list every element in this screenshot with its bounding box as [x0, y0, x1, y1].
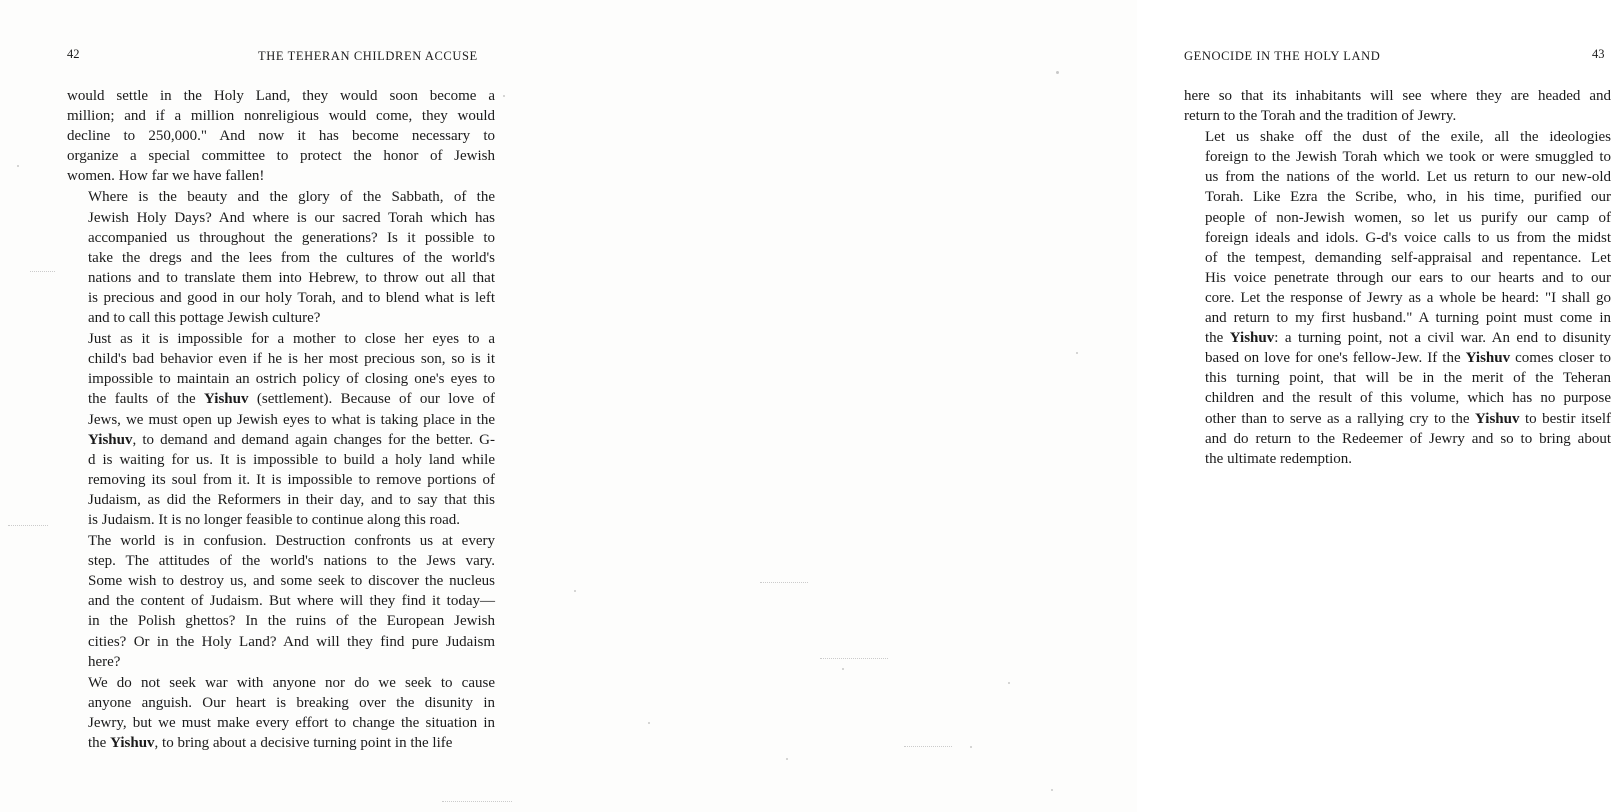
text-line: cities? Or in the Holy Land? And will they find pure Judaism: [88, 633, 495, 650]
text-line: million; and if a million nonreligious would come, they would: [67, 108, 495, 125]
text-line: accompanied us throughout the generations? Is it possible to: [88, 229, 495, 246]
bold-term: Yishuv: [110, 735, 155, 751]
scan-speck: [786, 758, 788, 760]
paragraph: [67, 86, 495, 186]
text-line: impossible to maintain an ostrich policy of closing one's eyes to: [88, 371, 495, 388]
scan-speck: [1051, 789, 1053, 791]
text-line: Let us shake off the dust of the exile, all the ideologies: [1205, 129, 1611, 146]
text-line: The world is in confusion. Destruction confronts us at every: [88, 533, 495, 550]
text-line: and do return to the Redeemer of Jewry and so to bring about: [1205, 430, 1611, 447]
left-page-body: [67, 86, 495, 754]
text-line: would settle in the Holy Land, they would soon become a: [67, 88, 495, 104]
text-line: the Yishuv: a turning point, not a civil war. An end to disunity: [1205, 330, 1611, 347]
text-line: here so that its inhabitants will see where they are headed and: [1184, 88, 1611, 104]
left-page-number: 42: [67, 47, 80, 61]
text-line: in the Polish ghettos? In the ruins of the European Jewish: [88, 613, 495, 630]
text-line: Jewry, but we must make every effort to change the situation in: [88, 714, 495, 731]
text-line: His voice penetrate through our ears to our hearts and to our: [1205, 269, 1611, 286]
text-line: foreign ideals and idols. G-d's voice calls to us from the midst: [1205, 229, 1611, 246]
scan-speck: [648, 722, 650, 724]
scan-speck: [574, 590, 576, 592]
left-page: [0, 0, 568, 812]
text-line: people of non-Jewish women, so let us purify our camp of: [1205, 209, 1611, 226]
text-line: Some wish to destroy us, and some seek to discover the nucleus: [88, 573, 495, 590]
text-line: anyone anguish. Our heart is breaking over the disunity in: [88, 694, 495, 711]
paragraph: [67, 531, 495, 672]
right-page: [568, 0, 1611, 812]
scan-speck: [1008, 682, 1010, 684]
bold-term: Yishuv: [204, 391, 249, 408]
text-line: nations and to translate them into Hebrew, to throw out all that: [88, 269, 495, 286]
paragraph: [67, 673, 495, 753]
text-line: core. Let the response of Jewry as a whole be heard: "I shall go: [1205, 289, 1611, 306]
scan-dots: [442, 801, 512, 803]
text-line: take the dregs and the lees from the cultures of the world's: [88, 249, 495, 266]
bold-term: Yishuv: [1475, 410, 1520, 427]
text-line: and the content of Judaism. But where will they find it today—: [88, 593, 495, 610]
text-line: d is waiting for us. It is impossible to build a holy land while: [88, 451, 495, 468]
scan-speck: [970, 746, 972, 748]
text-line: child's bad behavior even if he is her most precious son, so is it: [88, 351, 495, 368]
text-line: of the tempest, demanding self-appraisal and repentance. Let: [1205, 249, 1611, 266]
text-line: children and the result of this volume, which has no purpose: [1205, 390, 1611, 407]
text-line: the faults of the Yishuv (settlement). Because of our love of: [88, 391, 495, 408]
text-line: is precious and good in our holy Torah, and to blend what is left: [88, 289, 495, 306]
scan-speck: [1056, 71, 1059, 74]
text-line: decline to 250,000." And now it has become necessary to: [67, 128, 495, 145]
text-line: return to the Torah and the tradition of Jewry.: [1184, 108, 1457, 125]
scan-dots: [904, 746, 952, 748]
text-line: Where is the beauty and the glory of the Sabbath, of the: [88, 189, 495, 206]
paragraph: [67, 187, 495, 328]
text-line: other than to serve as a rallying cry to the Yishuv to bestir itself: [1205, 410, 1611, 427]
scan-dots: [820, 658, 888, 660]
scan-dots: [30, 271, 55, 273]
text-line: this turning point, that will be in the merit of the Teheran: [1205, 370, 1611, 387]
text-line: We do not seek war with anyone nor do we seek to cause: [88, 674, 495, 691]
text-line: Yishuv, to demand and demand again changes for the better. G-: [88, 431, 495, 448]
scan-dots: [8, 525, 48, 527]
scan-speck: [503, 95, 505, 97]
bold-term: Yishuv: [88, 431, 133, 448]
text-line: and return to my first husband." A turning point must come in: [1205, 310, 1611, 327]
text-line: Torah. Like Ezra the Scribe, who, in his time, purified our: [1205, 189, 1611, 206]
text-line: removing its soul from it. It is impossible to remove portions of: [88, 471, 495, 488]
bold-term: Yishuv: [1465, 350, 1511, 367]
text-line: is Judaism. It is no longer feasible to continue along this road.: [88, 511, 461, 528]
text-line: Judaism, as did the Reformers in their day, and to say that this: [88, 491, 495, 508]
text-line: the Yishuv, to bring about a decisive turning point in the life: [88, 735, 453, 751]
scan-dots: [760, 582, 808, 584]
scan-speck: [842, 668, 844, 670]
paragraph: [67, 329, 495, 530]
right-page-number: 43: [1592, 47, 1605, 61]
text-line: the ultimate redemption.: [1205, 450, 1353, 467]
bold-term: Yishuv: [1229, 330, 1275, 347]
text-line: women. How far we have fallen!: [67, 168, 265, 185]
text-line: organize a special committee to protect the honor of Jewish: [67, 148, 495, 165]
left-running-head: THE TEHERAN CHILDREN ACCUSE: [258, 49, 478, 63]
text-line: here?: [88, 653, 121, 670]
text-line: Jewish Holy Days? And where is our sacred Torah which has: [88, 209, 495, 226]
text-line: Just as it is impossible for a mother to close her eyes to a: [88, 331, 495, 348]
paragraph: [1184, 127, 1611, 469]
text-line: us from the nations of the world. Let us return to our new-old: [1205, 169, 1611, 186]
right-running-head: GENOCIDE IN THE HOLY LAND: [1184, 49, 1381, 63]
text-line: based on love for one's fellow-Jew. If the Yishuv comes closer to: [1205, 350, 1611, 367]
text-line: step. The attitudes of the world's nations to the Jews vary.: [88, 553, 495, 570]
text-line: Jews, we must open up Jewish eyes to what is taking place in the: [88, 411, 495, 428]
scan-speck: [1076, 352, 1078, 354]
paragraph: [1184, 86, 1611, 126]
scan-speck: [17, 165, 19, 167]
right-page-body: [1184, 86, 1611, 470]
text-line: foreign to the Jewish Torah which we took or were smuggled to: [1205, 149, 1611, 166]
text-line: and to call this pottage Jewish culture?: [88, 310, 321, 327]
